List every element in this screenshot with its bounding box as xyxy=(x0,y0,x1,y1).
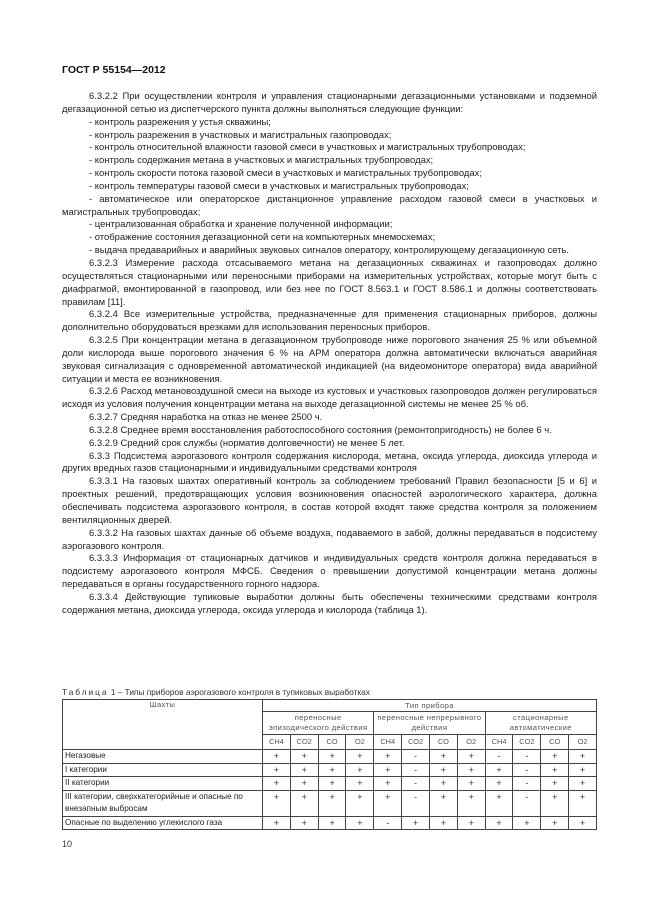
table-cell: + xyxy=(263,763,291,777)
gas-header: CH4 xyxy=(374,735,402,750)
list-item: - выдача предаварийных и аварийных звуковых сигналов оператору, контролирующему дегазационную сеть. xyxy=(89,245,570,257)
col-group-header: стационарные автоматические xyxy=(485,712,596,735)
table-cell: + xyxy=(569,763,597,777)
col-header-type: Тип прибора xyxy=(263,700,597,712)
table-cell: - xyxy=(513,750,541,764)
table-cell: + xyxy=(457,816,485,830)
paragraph: 6.3.3.3 Информация от стационарных датчиков и индивидуальных средств контроля должна передаваться в подсистему аэрогазового контроля МФСБ. Сведения о превышении допустимой концентрации метана должны передаваться в органы государственного горного надзора. xyxy=(62,553,597,591)
gas-header: CO xyxy=(318,735,346,750)
list-item: - отображение состояния дегазационной сети на компьютерных мнемосхемах; xyxy=(89,232,436,244)
table-cell: + xyxy=(429,750,457,764)
table-row xyxy=(63,790,597,816)
table-cell: + xyxy=(429,790,457,816)
list-item: - автоматическое или операторское дистанционное управление расходом газовой смеси в участковых и магистральных трубопроводах; xyxy=(62,193,597,218)
table-cell: - xyxy=(402,763,430,777)
mine-category: I категории xyxy=(63,763,263,777)
list-item: - контроль содержания метана в участковых и магистральных трубопроводах; xyxy=(89,155,434,167)
gas-header: O2 xyxy=(346,735,374,750)
table-cell: + xyxy=(569,816,597,830)
table-cell: + xyxy=(318,790,346,816)
table-cell: + xyxy=(318,777,346,791)
table-caption-prefix: Таблица xyxy=(62,687,109,697)
table-cell: - xyxy=(513,777,541,791)
table-cell: + xyxy=(346,777,374,791)
table-cell: - xyxy=(485,750,513,764)
gas-header: CO2 xyxy=(513,735,541,750)
table-cell: + xyxy=(485,816,513,830)
table-row xyxy=(63,763,597,777)
mine-category: Опасные по выделению углекислого газа xyxy=(63,816,263,830)
table-cell: + xyxy=(290,816,318,830)
table-cell: + xyxy=(318,763,346,777)
paragraph: 6.3.2.7 Средняя наработка на отказ не менее 2500 ч. xyxy=(89,412,323,424)
table-cell: + xyxy=(457,777,485,791)
table-cell: + xyxy=(569,750,597,764)
table-cell: + xyxy=(541,790,569,816)
table-cell: + xyxy=(541,777,569,791)
page-number: 10 xyxy=(62,839,73,849)
list-item: - централизованная обработка и хранение полученной информации; xyxy=(89,219,393,231)
mine-category: II категории xyxy=(63,777,263,791)
table-cell: + xyxy=(263,750,291,764)
gas-header: CO2 xyxy=(402,735,430,750)
table-cell: + xyxy=(318,750,346,764)
table-cell: + xyxy=(346,763,374,777)
table-cell: + xyxy=(541,763,569,777)
table-row xyxy=(63,750,597,764)
document-body xyxy=(62,91,597,618)
gas-header: CO2 xyxy=(290,735,318,750)
list-item: - контроль разрежения у устья скважины; xyxy=(89,116,271,128)
gas-header: O2 xyxy=(569,735,597,750)
list-item: - контроль температуры газовой смеси в участковых и магистральных трубопроводах; xyxy=(89,180,469,192)
table-cell: + xyxy=(541,816,569,830)
table-cell: + xyxy=(485,777,513,791)
mine-category: Негазовые xyxy=(63,750,263,764)
table-cell: + xyxy=(346,750,374,764)
paragraph: 6.3.2.4 Все измерительные устройства, предназначенные для применения стационарных приборов, должны дополнительно оборудоваться врезками для использования переносных приборов. xyxy=(62,309,597,334)
table-cell: + xyxy=(290,790,318,816)
col-header-mines: Шахты xyxy=(63,700,263,750)
table-cell: + xyxy=(429,763,457,777)
paragraph: 6.3.3.1 На газовых шахтах оперативный контроль за соблюдением требований Правил безопасности [5 и 6] и проектных решений, предотвращающих условия возникновения опасностей аэрологического характера, должна обеспечивать подсистема аэрогазового контроля, в состав которой входят также средства контроля за положением вентиляционных дверей. xyxy=(62,476,597,526)
table-cell: + xyxy=(485,790,513,816)
paragraph: 6.3.3.4 Действующие тупиковые выработки должны быть обеспечены техническими средствами контроля содержания метана, диоксида углерода, оксида углерода и кислорода (таблица 1). xyxy=(62,591,597,616)
table-cell: + xyxy=(318,816,346,830)
table-cell: + xyxy=(374,790,402,816)
table-cell: - xyxy=(513,763,541,777)
paragraph: 6.3.3.2 На газовых шахтах данные об объеме воздуха, подаваемого в забой, должны передаваться в подсистему аэрогазового контроля. xyxy=(62,527,597,552)
table-caption xyxy=(62,687,370,697)
table-cell: + xyxy=(541,750,569,764)
table-cell: + xyxy=(429,777,457,791)
table-cell: + xyxy=(374,763,402,777)
table-caption-text: 1 – Типы приборов аэрогазового контроля в тупиковых выработках xyxy=(108,687,370,697)
table-cell: + xyxy=(429,816,457,830)
col-group-header: переносные эпизодического действия xyxy=(263,712,374,735)
table-cell: + xyxy=(346,790,374,816)
table-cell: + xyxy=(263,790,291,816)
paragraph: 6.3.3 Подсистема аэрогазового контроля содержания кислорода, метана, оксида углерода, диоксида углерода и других вредных газов стационарными и индивидуальными средствами контроля xyxy=(62,450,597,475)
paragraph: 6.3.2.5 При концентрации метана в дегазационном трубопроводе ниже порогового значения 25 % или объемной доли кислорода выше порогового значения 6 % на АРМ оператора должна автоматически включаться аварийная звуковая сигнализация с одновременной автоматической индикацией (на видеомониторе оператора) вида аварийной ситуации и места ее возникновения. xyxy=(62,335,597,385)
gas-header: CO xyxy=(429,735,457,750)
gas-header: CH4 xyxy=(485,735,513,750)
paragraph: 6.3.2.3 Измерение расхода отсасываемого метана на дегазационных скважинах и газопроводах должно осуществляться стационарными или переносными приборами на измерительных устройствах, которые могут быть с диафрагмой, вмонтированной в газопровод, или без нее по ГОСТ 8.563.1 и ГОСТ 8.586.1 и должны соответствовать правилам [11]. xyxy=(62,257,597,308)
paragraph: 6.3.2.2 При осуществлении контроля и управления стационарными дегазационными установками и подземной дегазационной сетью из диспетчерского пункта должны выполняться следующие функции: xyxy=(62,91,597,115)
col-group-header: переносные непрерывного действия xyxy=(374,712,485,735)
table-cell: + xyxy=(346,816,374,830)
table-cell: + xyxy=(457,763,485,777)
table-cell: + xyxy=(290,777,318,791)
table-cell: + xyxy=(457,750,485,764)
paragraph: 6.3.2.9 Средний срок службы (норматив долговечности) не менее 5 лет. xyxy=(89,437,405,449)
paragraph: 6.3.2.6 Расход метановоздушной смеси на выходе из кустовых и участковых газопроводов должен регулироваться исходя из условия получения концентрации метана на выходе дегазационной системы не менее 25 % об. xyxy=(62,386,597,411)
table-cell: + xyxy=(290,763,318,777)
table-cell: + xyxy=(374,750,402,764)
table-row xyxy=(63,777,597,791)
instrument-types-table xyxy=(62,699,597,830)
table-cell: + xyxy=(263,777,291,791)
table-cell: + xyxy=(569,777,597,791)
table-cell: - xyxy=(513,790,541,816)
gas-header: CO xyxy=(541,735,569,750)
table-cell: + xyxy=(374,777,402,791)
table-cell: - xyxy=(402,790,430,816)
table-cell: + xyxy=(290,750,318,764)
document-header: ГОСТ Р 55154—2012 xyxy=(62,64,166,76)
table-cell: - xyxy=(374,816,402,830)
table-cell: + xyxy=(569,790,597,816)
table-cell: + xyxy=(263,816,291,830)
table-cell: + xyxy=(513,816,541,830)
list-item: - контроль относительной влажности газовой смеси в участковых и магистральных трубопроводах; xyxy=(89,142,526,154)
paragraph: 6.3.2.8 Среднее время восстановления работоспособного состояния (ремонтопригодность) не более 6 ч. xyxy=(89,424,552,436)
mine-category: III категории, сверхкатегорийные и опасные по внезапным выбросам xyxy=(63,790,263,816)
table-row xyxy=(63,816,597,830)
list-item: - контроль скорости потока газовой смеси в участковых и магистральных трубопроводах; xyxy=(89,168,482,180)
gas-header: CH4 xyxy=(263,735,291,750)
list-item: - контроль разрежения в участковых и магистральных газопроводах; xyxy=(89,129,392,141)
table-cell: - xyxy=(402,750,430,764)
table-cell: + xyxy=(457,790,485,816)
table-cell: + xyxy=(485,763,513,777)
gas-header: O2 xyxy=(457,735,485,750)
table-cell: - xyxy=(402,777,430,791)
table-cell: + xyxy=(402,816,430,830)
